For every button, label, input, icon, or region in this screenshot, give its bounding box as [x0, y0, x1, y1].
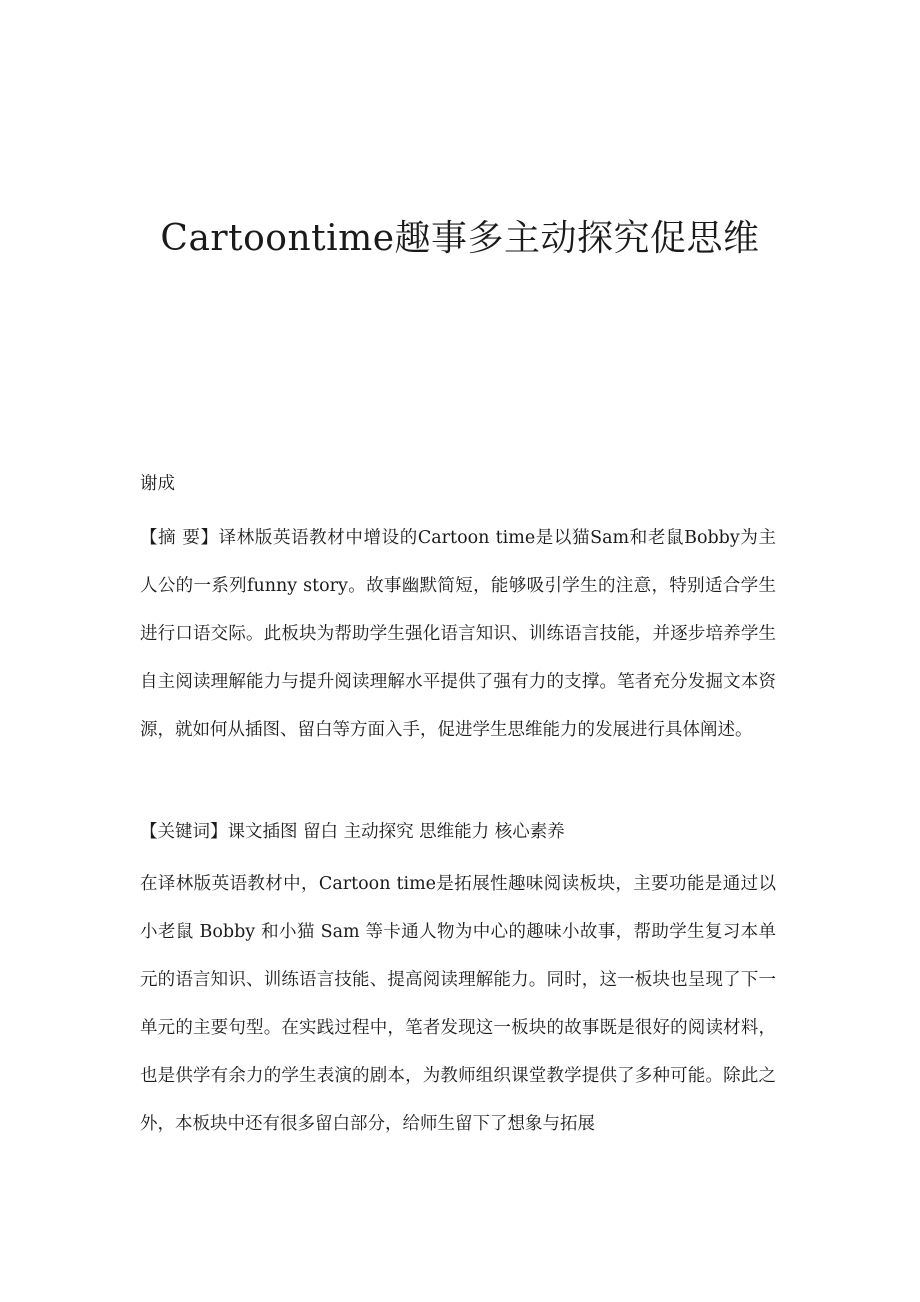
document-title: Cartoontime趣事多主动探究促思维 [160, 218, 760, 259]
keywords-text: 课文插图 留白 主动探究 思维能力 核心素养 [227, 822, 565, 842]
keywords-paragraph [140, 808, 776, 856]
author-name: 谢成 [140, 474, 175, 494]
abstract-paragraph [140, 514, 776, 754]
abstract-label: 【摘 要】 [140, 528, 219, 548]
keywords-label: 【关键词】 [140, 822, 228, 842]
intro-paragraph: 在译林版英语教材中，Cartoon time是拓展性趣味阅读板块，主要功能是通过以小老鼠 Bobby 和小猫 Sam 等卡通人物为中心的趣味小故事，帮助学生复习本单元的语言知识、训练语言技能、提高阅读理解能力。同时，这一板块也呈现了下一单元的主要句型。在实践过程中，笔者发现这一板块的故事既是很好的阅读材料，也是供学有余力的学生表演的剧本，为教师组织课堂教学提供了多种可能。除此之外，本板块中还有很多留白部分，给师生留下了想象与拓展 [140, 874, 776, 1134]
abstract-text: 译林版英语教材中增设的Cartoon time是以猫Sam和老鼠Bobby为主人公的一系列funny story。故事幽默简短，能够吸引学生的注意，特别适合学生进行口语交际。此板块为帮助学生强化语言知识、训练语言技能，并逐步培养学生自主阅读理解能力与提升阅读理解水平提供了强有力的支撑。笔者充分发掘文本资源，就如何从插图、留白等方面入手，促进学生思维能力的发展进行具体阐述。 [140, 528, 776, 740]
